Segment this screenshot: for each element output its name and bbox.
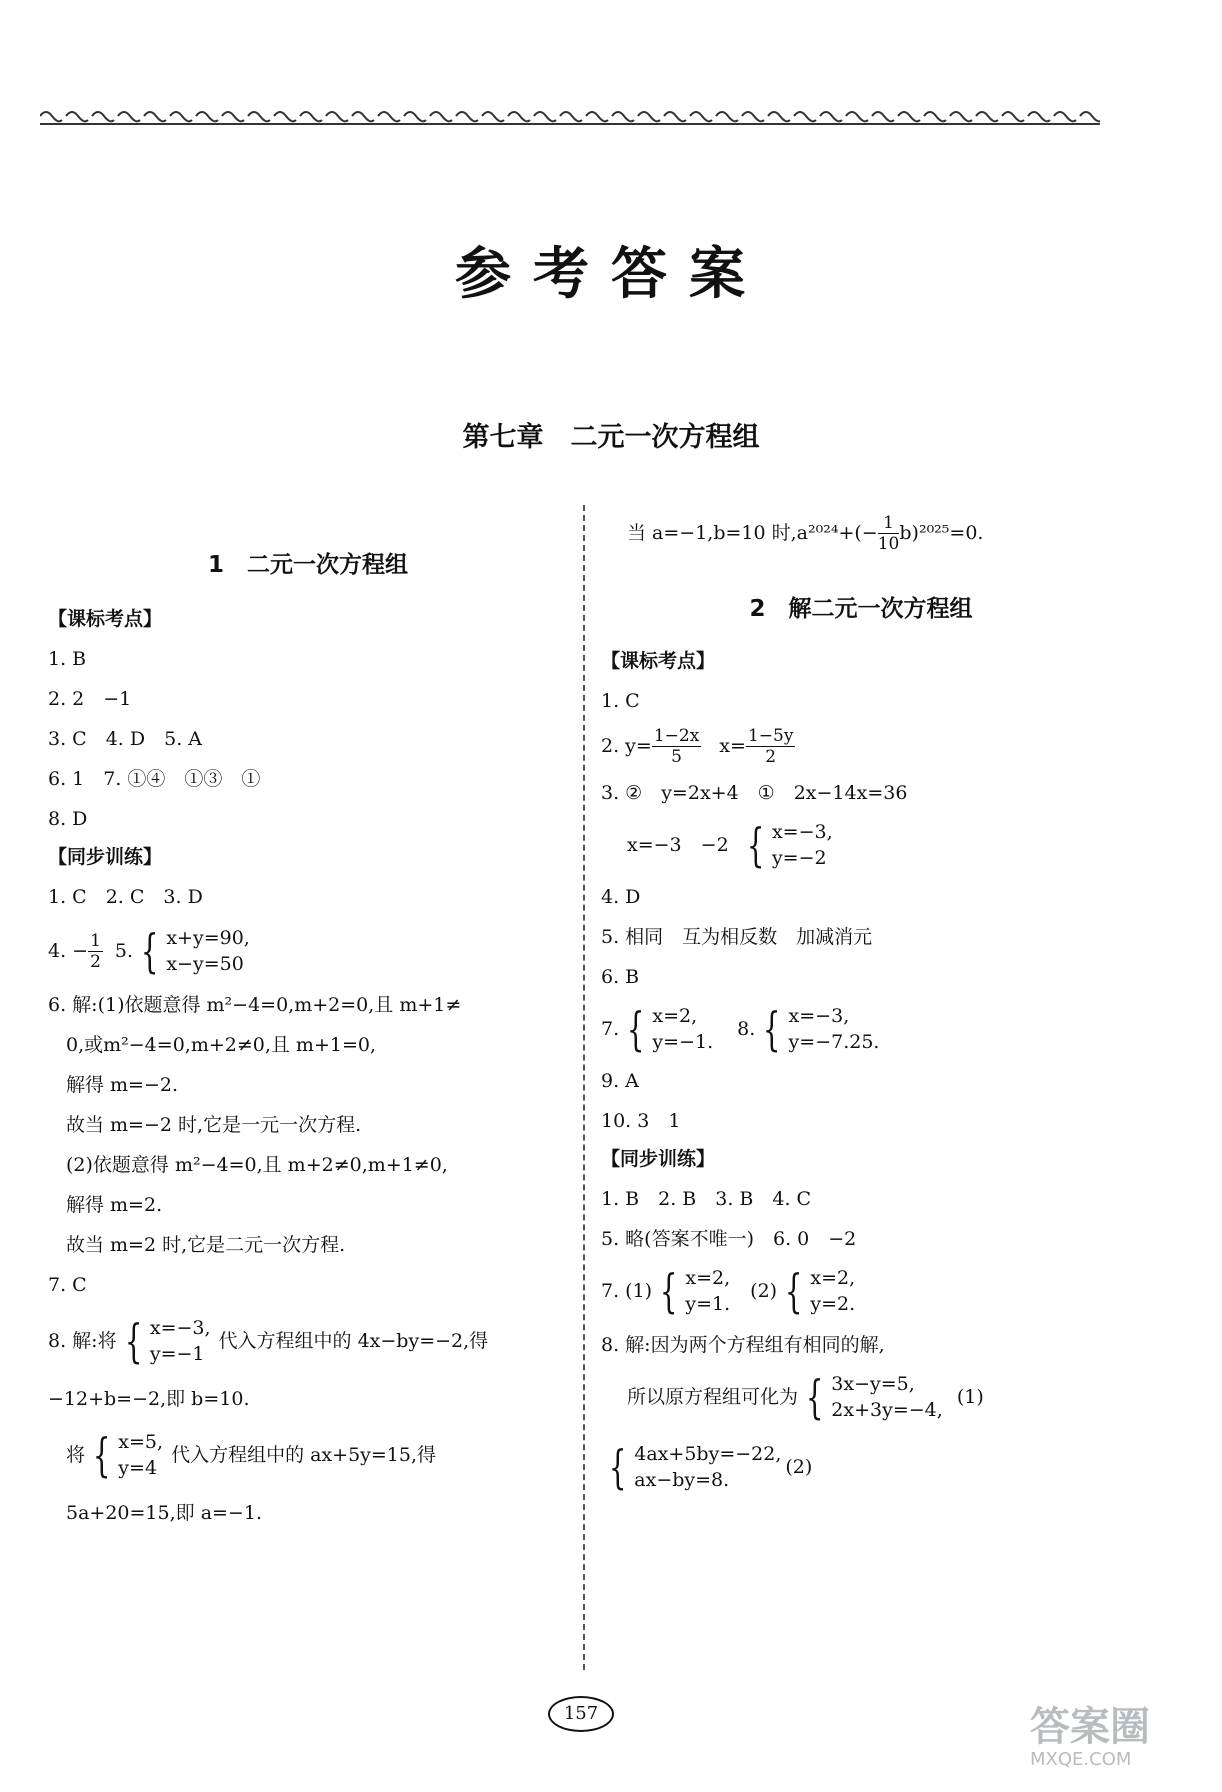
equation-label: (1): [956, 1386, 984, 1408]
equation-system: [619, 1003, 713, 1055]
fraction: [878, 513, 900, 554]
answer-text: 代入方程组中的 4x−by=−2,得: [218, 1330, 489, 1352]
equation: y=−2: [771, 847, 827, 869]
watermark-text: 答案圈: [1030, 1704, 1150, 1750]
equation-system: [652, 1265, 730, 1317]
answer-line-with-system: [601, 815, 1121, 875]
right-column: [601, 510, 1121, 1497]
answer-line: 9. A: [601, 1070, 639, 1092]
answer-line: 3. ② y=2x+4 ① 2x−14x=36: [601, 782, 908, 804]
brace-symbol: {: [659, 1264, 678, 1318]
answer-line: 1. C 2. C 3. D: [48, 886, 203, 908]
answer-text: 8. 解:将: [48, 1330, 117, 1352]
answer-text: x=: [719, 735, 746, 757]
fraction-numerator: 1: [90, 930, 101, 951]
answer-line: 10. 3 1: [601, 1110, 681, 1132]
equation-system: [133, 925, 250, 977]
answer-line: 2. 2 −1: [48, 688, 132, 710]
answer-line-with-system: [48, 1311, 568, 1371]
answer-line-with-system: [48, 923, 568, 979]
left-column: [48, 510, 568, 1525]
brace-symbol: {: [140, 924, 159, 978]
answer-text: 4. −: [48, 940, 89, 962]
equation: x=−3,: [771, 821, 833, 843]
equation: y=−1: [149, 1343, 205, 1365]
answer-line-with-fraction: [601, 723, 1121, 769]
decorative-squiggle-border: [40, 104, 1100, 128]
answer-line: 8. D: [48, 808, 88, 830]
fraction-denominator: 2: [765, 746, 777, 767]
answer-line: 7. C: [48, 1274, 87, 1296]
brace-symbol: {: [608, 1440, 627, 1494]
answer-line: 6. 1 7. ①④ ①③ ①: [48, 768, 261, 790]
equation-system: [777, 1265, 855, 1317]
fraction-denominator: 5: [671, 746, 682, 767]
section-title-2: 2 解二元一次方程组: [749, 596, 973, 622]
answer-line: 1. B 2. B 3. B 4. C: [601, 1188, 812, 1210]
answer-line: 5. 略(答案不唯一) 6. 0 −2: [601, 1228, 857, 1250]
column-divider: [583, 505, 585, 1670]
answer-line-with-system: [601, 999, 1121, 1059]
equation: y=−7.25.: [788, 1031, 880, 1053]
tag-tongbu-xunlian: 【同步训练】: [48, 846, 163, 868]
equation: x=2,: [652, 1005, 698, 1027]
fraction-denominator: 10: [877, 533, 900, 554]
tag-kebiao-kaodian: 【课标考点】: [601, 650, 716, 672]
tag-tongbu-xunlian: 【同步训练】: [601, 1148, 716, 1170]
fraction-numerator: 1: [878, 513, 900, 534]
equation-system: [117, 1315, 211, 1367]
answer-text: 5.: [114, 940, 134, 962]
answer-line: 1. C: [601, 690, 640, 712]
fraction-numerator: 1−2x: [653, 725, 700, 746]
answer-text: x=−3 −2: [627, 834, 729, 856]
brace-symbol: {: [92, 1428, 111, 1482]
brace-symbol: {: [746, 818, 765, 872]
answer-line-with-fraction: [601, 510, 1121, 556]
answer-text: b)²⁰²⁵=0.: [899, 522, 984, 544]
answer-line: (2)依题意得 m²−4=0,且 m+2≠0,m+1≠0,: [66, 1154, 448, 1176]
answer-text: 7. (1): [601, 1280, 653, 1302]
equation: ax−by=8.: [634, 1469, 730, 1491]
answer-text: 当 a=−1,b=10 时,a²⁰²⁴+(−: [627, 522, 878, 544]
equation: y=−1.: [652, 1031, 714, 1053]
answer-text: 7.: [601, 1018, 620, 1040]
equation: x=−3,: [788, 1005, 850, 1027]
equation: x=−3,: [149, 1317, 211, 1339]
equation: 2x+3y=−4,: [831, 1399, 943, 1421]
brace-symbol: {: [784, 1264, 803, 1318]
answer-text: 将: [66, 1444, 86, 1466]
answer-line-with-system: [601, 1437, 1121, 1497]
answer-line-with-system: [48, 1425, 568, 1485]
equation: 4ax+5by=−22,: [634, 1443, 782, 1465]
watermark-url: MXQE.COM: [1030, 1749, 1132, 1770]
page-number: 157: [548, 1696, 614, 1732]
chapter-title: 第七章 二元一次方程组: [462, 422, 760, 453]
answer-line: −12+b=−2,即 b=10.: [48, 1388, 250, 1410]
answer-line: 0,或m²−4=0,m+2≠0,且 m+1=0,: [66, 1034, 377, 1056]
equation: y=4: [118, 1457, 158, 1479]
equation: x=5,: [118, 1431, 164, 1453]
equation-system: [601, 1441, 781, 1493]
answer-line: 6. B: [601, 966, 640, 988]
answer-text: 代入方程组中的 ax+5y=15,得: [171, 1444, 437, 1466]
answer-line: 1. B: [48, 648, 87, 670]
brace-symbol: {: [763, 1002, 781, 1056]
answer-line: 解得 m=2.: [66, 1194, 163, 1216]
answer-text: 所以原方程组可化为: [627, 1386, 799, 1408]
fraction: [746, 726, 795, 767]
equation: x+y=90,: [166, 927, 250, 949]
answer-line: 4. D: [601, 886, 641, 908]
answer-line: 故当 m=2 时,它是二元一次方程.: [66, 1234, 346, 1256]
answer-text: 2. y=: [601, 735, 652, 757]
equation: x−y=50: [166, 953, 244, 975]
equation-system: [739, 819, 833, 871]
equation-system: [755, 1003, 879, 1055]
equation: y=2.: [810, 1293, 856, 1315]
equation-system: [85, 1429, 163, 1481]
section-title-1: 1 二元一次方程组: [207, 552, 408, 578]
fraction: [88, 931, 103, 972]
answer-line: 8. 解:因为两个方程组有相同的解,: [601, 1334, 885, 1356]
answer-line: 5a+20=15,即 a=−1.: [66, 1502, 262, 1524]
tag-kebiao-kaodian: 【课标考点】: [48, 608, 163, 630]
equation: x=2,: [685, 1267, 731, 1289]
watermark-logo: [1030, 1705, 1205, 1775]
answer-text: (2): [750, 1280, 778, 1302]
fraction: [652, 726, 701, 767]
fraction-numerator: 1−5y: [747, 725, 794, 746]
brace-symbol: {: [805, 1370, 824, 1424]
equation-label: (2): [785, 1456, 813, 1478]
equation: 3x−y=5,: [831, 1373, 915, 1395]
brace-symbol: {: [626, 1002, 645, 1056]
answer-line-with-system: [601, 1261, 1121, 1321]
fraction-denominator: 2: [90, 951, 101, 972]
brace-symbol: {: [124, 1314, 143, 1368]
answer-line: 5. 相同 互为相反数 加减消元: [601, 926, 873, 948]
answer-text: 8.: [737, 1018, 756, 1040]
answer-line: 3. C 4. D 5. A: [48, 728, 202, 750]
answer-line: 6. 解:(1)依题意得 m²−4=0,m+2=0,且 m+1≠: [48, 994, 462, 1016]
equation: y=1.: [685, 1293, 731, 1315]
page-title: 参考答案: [455, 242, 767, 307]
answer-line: 解得 m=−2.: [66, 1074, 179, 1096]
answer-line-with-system: [601, 1367, 1121, 1427]
answer-line: 故当 m=−2 时,它是一元一次方程.: [66, 1114, 362, 1136]
equation: x=2,: [810, 1267, 856, 1289]
equation-system: [798, 1371, 943, 1423]
